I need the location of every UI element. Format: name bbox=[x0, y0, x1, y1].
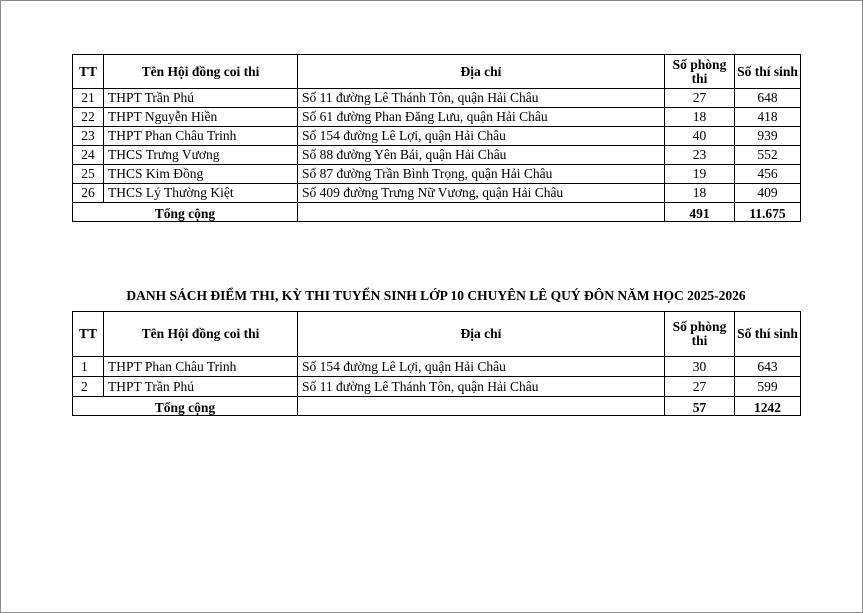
cell-rooms: 27 bbox=[665, 377, 735, 397]
cell-students: 939 bbox=[735, 127, 801, 146]
total-empty-cell bbox=[298, 203, 665, 222]
cell-rooms: 23 bbox=[665, 146, 735, 165]
table-row bbox=[73, 165, 801, 184]
cell-rooms: 18 bbox=[665, 108, 735, 127]
total-students: 11.675 bbox=[735, 203, 801, 222]
section-title: DANH SÁCH ĐIỂM THI, KỲ THI TUYỂN SINH LỚP 10 CHUYÊN LÊ QUÝ ĐÔN NĂM HỌC 2025-2026 bbox=[126, 288, 746, 303]
header-name: Tên Hội đồng coi thi bbox=[104, 312, 298, 357]
cell-name: THPT Trần Phú bbox=[104, 377, 298, 397]
total-label: Tổng cộng bbox=[73, 203, 298, 222]
cell-students: 599 bbox=[735, 377, 801, 397]
cell-address: Số 154 đường Lê Lợi, quận Hải Châu bbox=[298, 357, 665, 377]
header-address: Địa chỉ bbox=[298, 312, 665, 357]
cell-rooms: 18 bbox=[665, 184, 735, 203]
cell-tt: 25 bbox=[73, 165, 104, 184]
table-row bbox=[73, 89, 801, 108]
header-students: Số thí sinh bbox=[735, 312, 801, 357]
table-row bbox=[73, 184, 801, 203]
cell-rooms: 30 bbox=[665, 357, 735, 377]
total-rooms: 491 bbox=[665, 203, 735, 222]
cell-tt: 24 bbox=[73, 146, 104, 165]
cell-name: THPT Phan Châu Trinh bbox=[104, 127, 298, 146]
cell-students: 409 bbox=[735, 184, 801, 203]
header-students: Số thí sinh bbox=[735, 55, 801, 89]
cell-students: 552 bbox=[735, 146, 801, 165]
cell-students: 648 bbox=[735, 89, 801, 108]
table-row bbox=[73, 377, 801, 397]
cell-address: Số 11 đường Lê Thánh Tôn, quận Hải Châu bbox=[298, 377, 665, 397]
cell-address: Số 87 đường Trần Bình Trọng, quận Hải Châu bbox=[298, 165, 665, 184]
table-row bbox=[73, 127, 801, 146]
cell-name: THPT Phan Châu Trinh bbox=[104, 357, 298, 377]
cell-tt: 1 bbox=[73, 357, 104, 377]
header-tt: TT bbox=[73, 312, 104, 357]
cell-name: THCS Lý Thường Kiệt bbox=[104, 184, 298, 203]
cell-address: Số 409 đường Trưng Nữ Vương, quận Hải Châu bbox=[298, 184, 665, 203]
header-tt: TT bbox=[73, 55, 104, 89]
total-label: Tổng cộng bbox=[73, 397, 298, 416]
cell-name: THPT Nguyễn Hiền bbox=[104, 108, 298, 127]
cell-address: Số 154 đường Lê Lợi, quận Hải Châu bbox=[298, 127, 665, 146]
exam-venues-table-1 bbox=[72, 54, 801, 222]
table-header-row bbox=[73, 312, 801, 357]
exam-venues-table-2 bbox=[72, 311, 801, 416]
cell-tt: 21 bbox=[73, 89, 104, 108]
cell-students: 456 bbox=[735, 165, 801, 184]
cell-address: Số 11 đường Lê Thánh Tôn, quận Hải Châu bbox=[298, 89, 665, 108]
cell-tt: 2 bbox=[73, 377, 104, 397]
table-row bbox=[73, 357, 801, 377]
cell-tt: 23 bbox=[73, 127, 104, 146]
table-header-row bbox=[73, 55, 801, 89]
cell-students: 418 bbox=[735, 108, 801, 127]
cell-students: 643 bbox=[735, 357, 801, 377]
total-empty-cell bbox=[298, 397, 665, 416]
header-rooms: Số phòng thi bbox=[665, 55, 735, 89]
cell-rooms: 40 bbox=[665, 127, 735, 146]
header-rooms: Số phòng thi bbox=[665, 312, 735, 357]
cell-name: THPT Trần Phú bbox=[104, 89, 298, 108]
cell-rooms: 19 bbox=[665, 165, 735, 184]
cell-name: THCS Trưng Vương bbox=[104, 146, 298, 165]
table-row bbox=[73, 146, 801, 165]
cell-tt: 22 bbox=[73, 108, 104, 127]
table-row bbox=[73, 108, 801, 127]
cell-address: Số 61 đường Phan Đăng Lưu, quận Hải Châu bbox=[298, 108, 665, 127]
cell-address: Số 88 đường Yên Bái, quận Hải Châu bbox=[298, 146, 665, 165]
total-rooms: 57 bbox=[665, 397, 735, 416]
table-total-row bbox=[73, 203, 801, 222]
cell-rooms: 27 bbox=[665, 89, 735, 108]
header-name: Tên Hội đồng coi thi bbox=[104, 55, 298, 89]
total-students: 1242 bbox=[735, 397, 801, 416]
table-total-row bbox=[73, 397, 801, 416]
header-address: Địa chỉ bbox=[298, 55, 665, 89]
cell-tt: 26 bbox=[73, 184, 104, 203]
cell-name: THCS Kim Đồng bbox=[104, 165, 298, 184]
